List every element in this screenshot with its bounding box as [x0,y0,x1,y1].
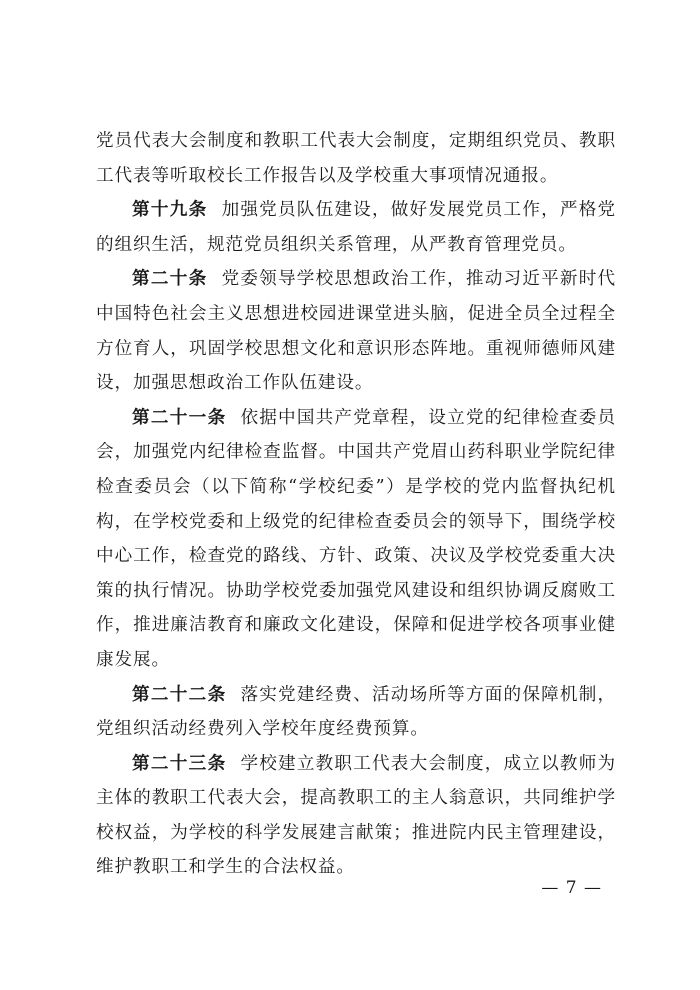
article-text: 党委领导学校思想政治工作，推动习近平新时代中国特色社会主义思想进校园进课堂进头脑，促进全员全过程全方位育人，巩固学校思想文化和意识形态阵地。重视师德师风建设，加强思想政治工作队伍建设。 [96,269,616,394]
article-number: 第二十一条 [132,407,227,428]
article-text: 落实党建经费、活动场所等方面的保障机制，党组织活动经费列入学校年度经费预算。 [96,684,616,740]
article-number: 第二十三条 [132,753,227,774]
article-number: 第十九条 [132,200,208,221]
article-number: 第二十二条 [132,684,227,705]
page-number: — 7 — [541,878,602,898]
document-body [96,124,616,885]
article-22 [96,678,616,747]
article-23 [96,747,616,885]
article-text: 学校建立教职工代表大会制度，成立以教师为主体的教职工代表大会，提高教职工的主人翁意识，共同维护学校权益，为学校的科学发展建言献策；推进院内民主管理建设，维护教职工和学生的合法权益。 [96,753,616,878]
article-number: 第二十条 [132,269,208,290]
continued-paragraph [96,124,616,193]
article-text: 加强党员队伍建设，做好发展党员工作，严格党的组织生活，规范党员组织关系管理，从严教育管理党员。 [96,200,616,255]
article-20 [96,262,616,400]
paragraph-text: 党员代表大会制度和教职工代表大会制度，定期组织党员、教职工代表等听取校长工作报告以及学校重大事项情况通报。 [96,131,616,186]
article-19 [96,193,616,262]
article-text: 依据中国共产党章程，设立党的纪律检查委员会，加强党内纪律检查监督。中国共产党眉山药科职业学院纪律检查委员会（以下简称“学校纪委”）是学校的党内监督执纪机构，在学校党委和上级党的纪律检查委员会的领导下，围绕学校中心工作，检查党的路线、方针、政策、决议及学校党委重大决策的执行情况。协助学校党委加强党风建设和组织协调反腐败工作，推进廉洁教育和廉政文化建设，保障和促进学校各项事业健康发展。 [96,407,616,670]
article-21 [96,401,616,678]
